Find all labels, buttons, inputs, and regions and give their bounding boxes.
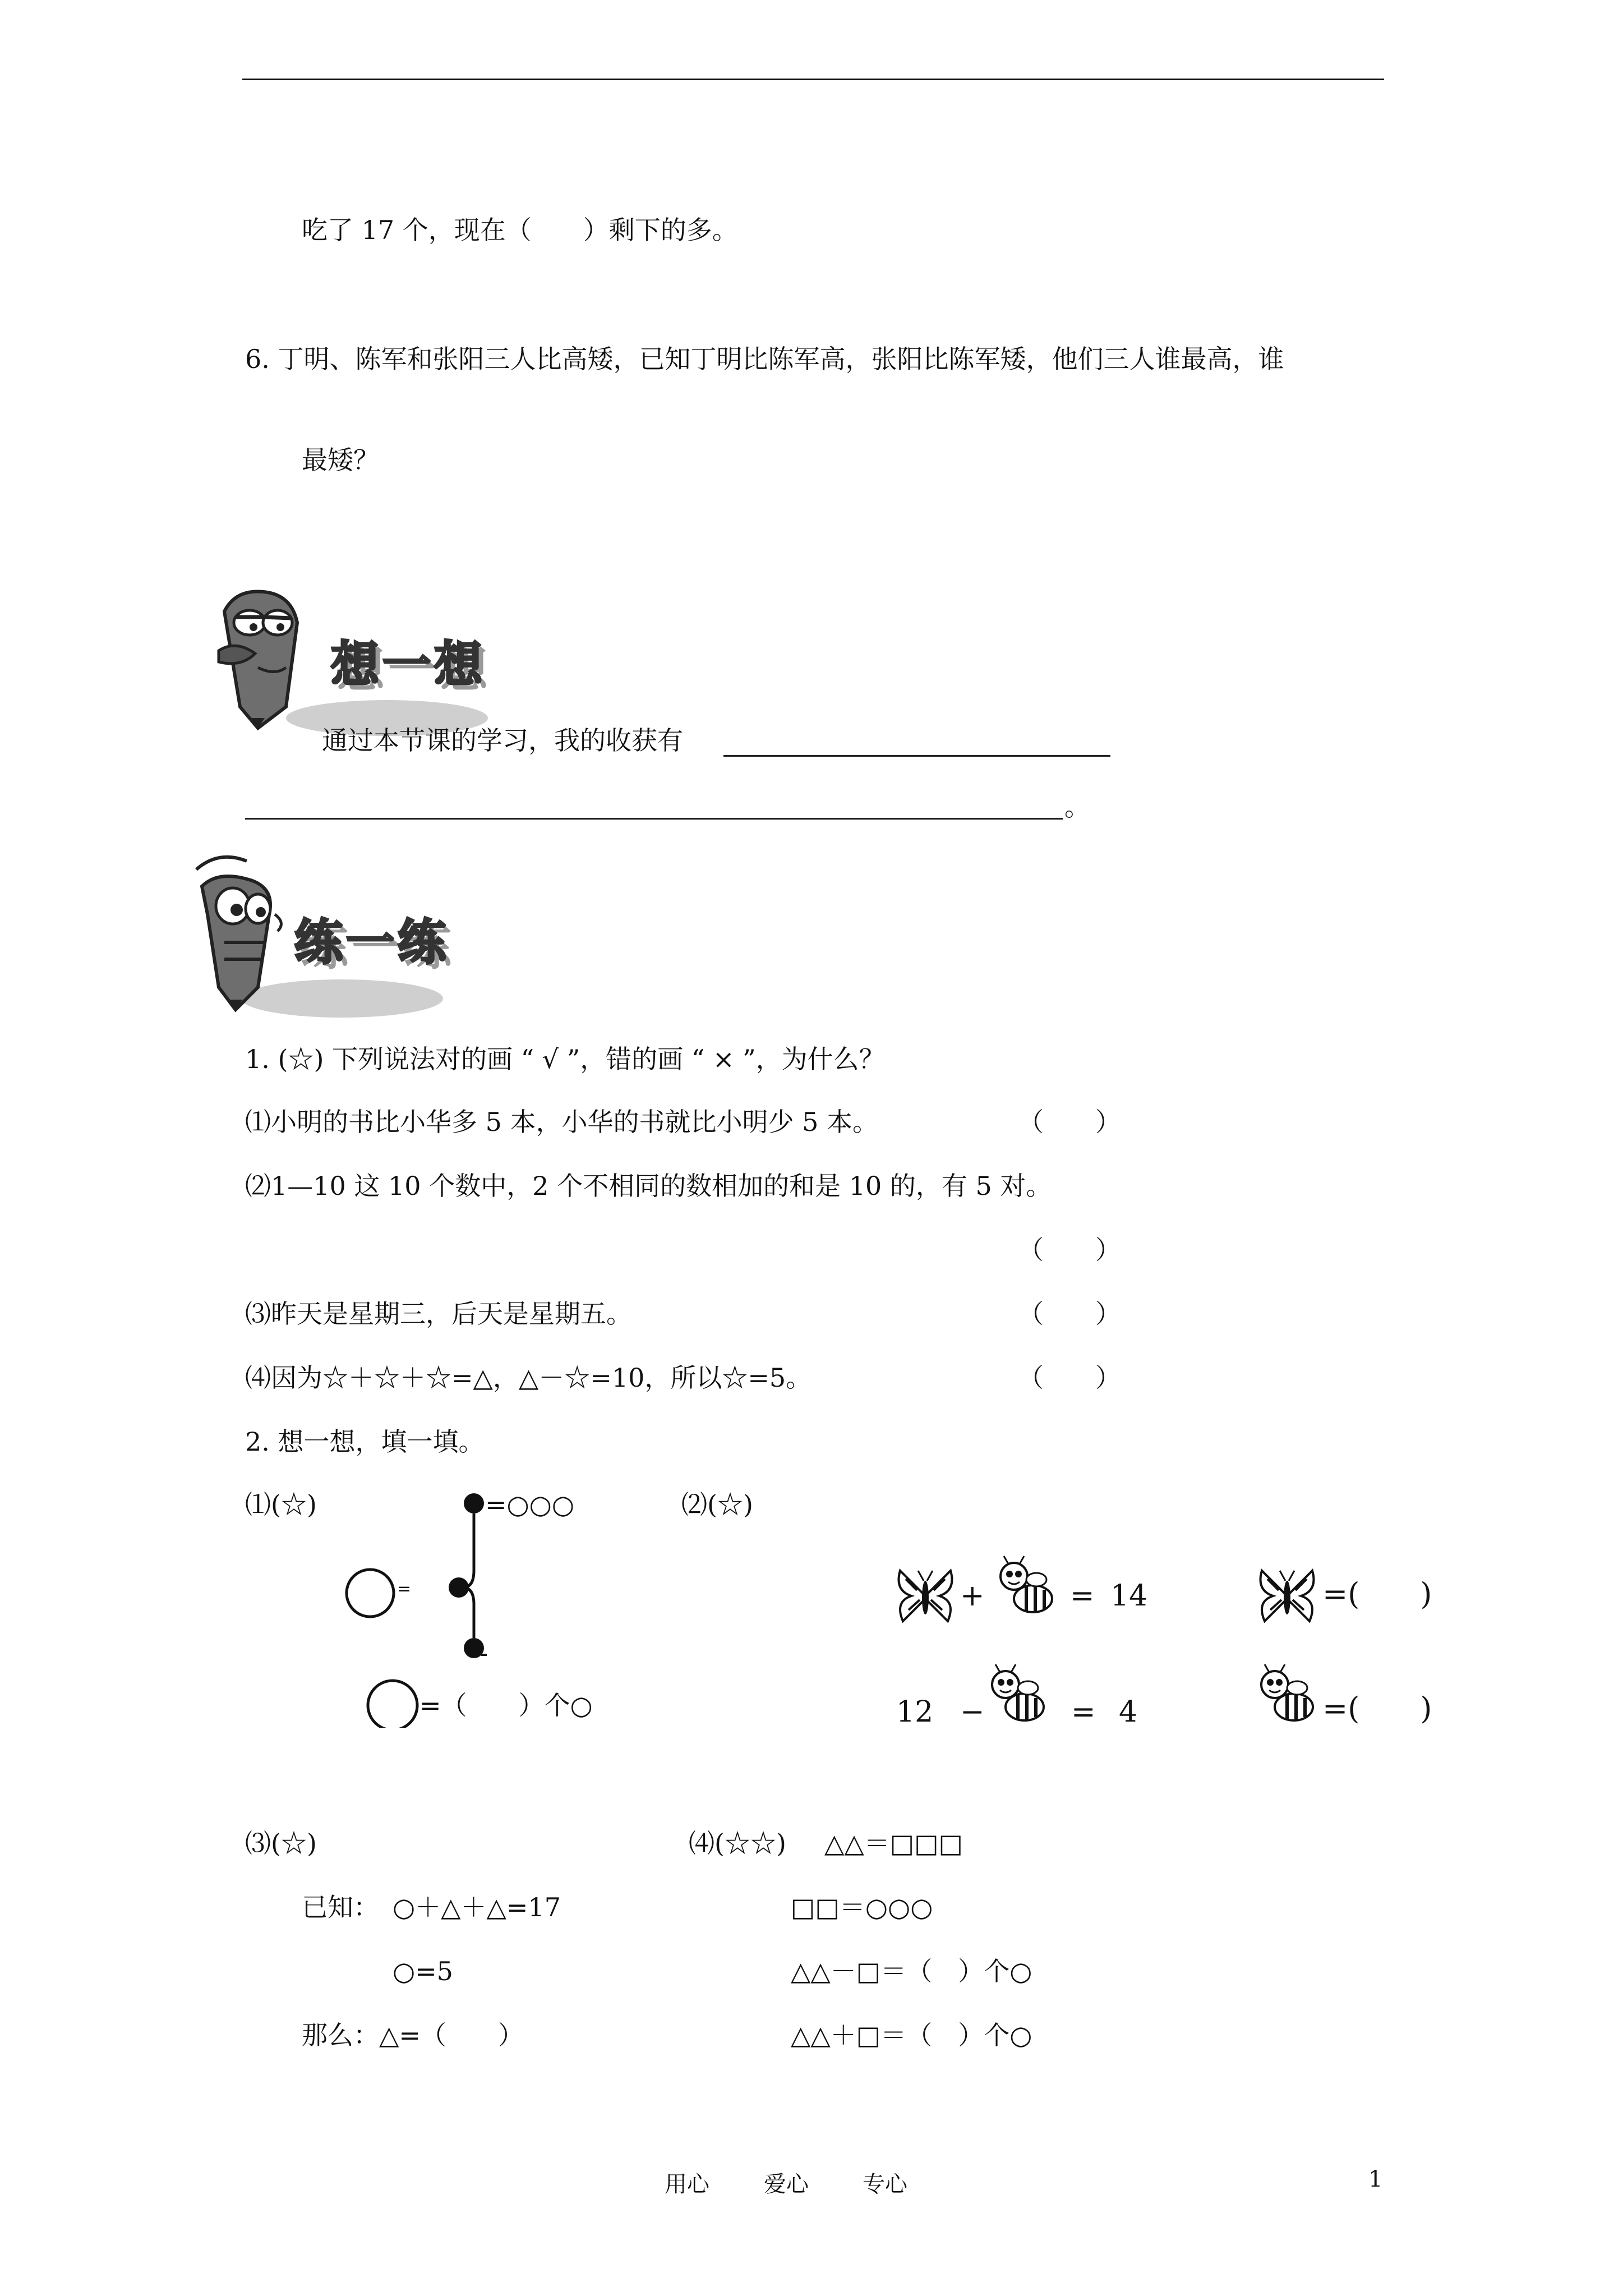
q1-item-4: ⑷因为☆＋☆＋☆=△，△－☆=10，所以☆=5。 [245,1363,812,1393]
bee-icon [993,1555,1060,1622]
think-line2-end: 。 [1064,792,1090,822]
q2-part1-answer: =（ ）个○ [419,1690,593,1720]
bee-icon [1253,1663,1321,1731]
q2-part4-line4: △△＋□＝（ ）个○ [791,2020,1032,2050]
page-number: 1 [1368,2166,1383,2192]
q1-item-3: ⑶昨天是星期三，后天是星期五。 [245,1299,632,1329]
q1-answer-paren-2[interactable]: （ ） [1018,1235,1121,1265]
butterfly-icon [895,1565,956,1627]
q1-item-2: ⑵1—10 这 10 个数中，2 个不相同的数相加的和是 10 的，有 5 对。 [245,1171,1052,1201]
q2-part2-minus: − [960,1695,985,1729]
header-rule [242,79,1384,80]
harvest-blank-1[interactable] [723,755,1110,757]
q2-part2-eq2: = [1071,1695,1096,1729]
butterfly-icon [1256,1565,1318,1627]
q2-part2-eq1: = [1070,1579,1095,1613]
q2-part1-dot-eq: =○○○ [485,1489,574,1520]
q2-part4-line3: △△－□＝（ ）个○ [791,1956,1032,1986]
q1-answer-paren-3[interactable]: （ ） [1018,1299,1121,1329]
harvest-blank-2[interactable] [245,818,1063,820]
q1-item-1: ⑴小明的书比小华多 5 本，小华的书就比小明少 5 本。 [245,1107,879,1137]
bee-icon [984,1663,1052,1731]
footer-slogan-1: 用心 [665,2171,709,2197]
svg-text:=: = [397,1579,412,1599]
q2-part2-number2: 12 [896,1695,934,1729]
q1-answer-paren-4[interactable]: （ ） [1018,1363,1121,1393]
q2-part1-label: ⑴(☆) [245,1489,317,1520]
practice-section-title: 练一练 [294,914,449,970]
think-line1: 通过本节课的学习，我的收获有 [322,725,683,756]
q2-prompt: 2. 想一想，填一填。 [245,1427,485,1457]
q2-part3-then: 那么：△=（ ） [302,2020,524,2050]
q2-part3-label: ⑶(☆) [245,1828,317,1858]
footer-slogan-3: 专心 [863,2171,907,2197]
q1-prompt: 1. (☆) 下列说法对的画 “ √ ”，错的画 “ × ”，为什么？ [245,1044,885,1074]
continuation-text: 吃了 17 个，现在（ ）剩下的多。 [302,215,738,245]
q2-part4-line2: □□＝○○○ [791,1892,933,1922]
q6-line1: 6. 丁明、陈军和张阳三人比高矮，已知丁明比陈军高，张阳比陈军矮，他们三人谁最高，谁 [245,344,1284,374]
q2-part3-given: ○＋△＋△=17 [393,1892,561,1922]
q2-part2-bee-answer[interactable]: =( ) [1322,1691,1432,1726]
footer-slogan-2: 爱心 [764,2171,809,2197]
q2-part2-butterfly-answer[interactable]: =( ) [1322,1576,1432,1612]
q6-line2: 最矮？ [302,445,379,475]
think-section-title: 想一想 [331,637,486,693]
q2-part3-circle-value: ○=5 [393,1956,453,1986]
q2-part2-value1: 14 [1110,1579,1148,1613]
q2-part2-value2: 4 [1119,1695,1138,1729]
q2-part3-given-label: 已知： [302,1892,379,1922]
q1-answer-paren-1[interactable]: （ ） [1018,1107,1121,1137]
q2-part4-label: ⑷(☆☆) [689,1828,786,1858]
q2-part4-line1: △△＝□□□ [824,1828,963,1858]
q2-part2-plus: + [960,1579,985,1613]
q2-part2-label: ⑵(☆) [681,1489,753,1520]
